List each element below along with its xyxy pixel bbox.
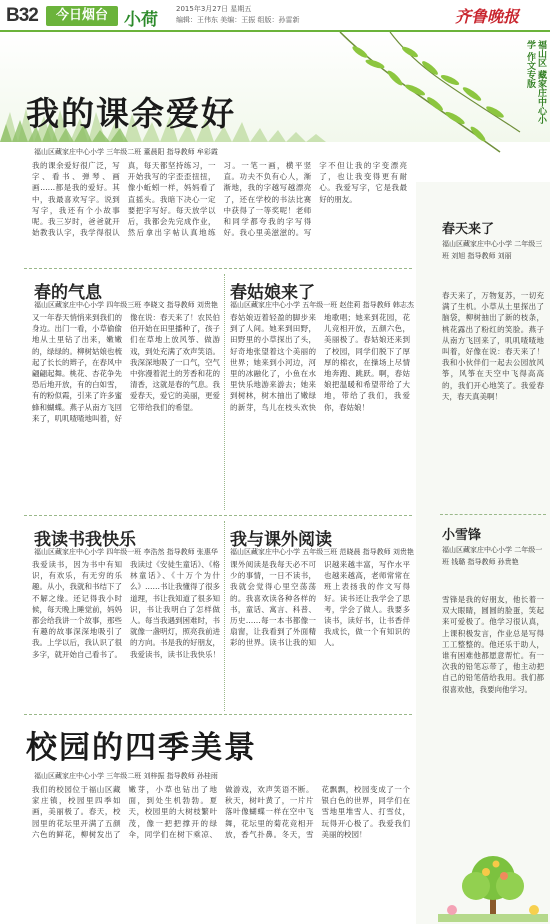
column-name: 小荷 (124, 10, 158, 30)
article-title-spring-came: 春天来了 (442, 222, 495, 237)
article-body-xue-feng: 雪锋是我的好朋友，他长着一双大眼睛，圆圆的脸蛋，笑起来可爱极了。他学习很认真，上课积极发言，作业总是写得工工整整的。他还乐于助人，谁有困难他都愿意帮忙。有一次我的铅笔忘带了，他主动把自己的铅笔借给我用。我们都很喜欢他，我要向他学习。 (442, 595, 544, 694)
article-body-hobby: 我的课余爱好很广泛，写字、看书、弹琴、画画……都是我的爱好。其中，我最喜欢写字。说到写字，我还有个小故事呢。我三岁时，爸爸就开始教我认字，我学得很认真，每天都坚持练习，一开始我写的字歪歪扭扭，像小蚯蚓一样，妈妈看了直摇头。我暗下决心一定要把字写好。每天放学以后，我都会先完成作业，然后拿出字帖认真地练习。一笔一画，横平竖直。功夫不负有心人，渐渐地，我的字越写越漂亮了，还在学校的书法比赛中获得了一等奖呢！老师和同学都夸我的字写得好。我心里美滋滋的。写字不但让我的字变漂亮了，也让我变得更有耐心。我爱写字，它是我最好的朋友。 (32, 161, 407, 238)
article-title-spring-girl: 春姑娘来了 (230, 283, 315, 303)
divider (24, 515, 412, 516)
page-number: B32 (6, 5, 38, 26)
divider (440, 514, 546, 515)
article-byline-xue-feng: 福山区藏家庄中心小学 二年级一班 钱璐 指导教师 孙贵艳 (442, 546, 543, 566)
issue-date: 2015年3月27日 星期五 (176, 5, 252, 13)
article-byline-hobby: 福山区藏家庄中心小学 三年级二班 董晨阳 指导教师 牟彩霞 (34, 148, 218, 156)
divider (24, 714, 412, 715)
article-title-extra-reading: 我与课外阅读 (230, 530, 332, 550)
article-body-extra-reading: 课外阅读是我每天必不可少的事情，一日不读书，我就会觉得心里空荡荡的。我喜欢读各种各样的书，童话、寓言、科普、历史……每一本书都像一扇窗，让我看到了外面精彩的世界。读书让我的知识越来越丰富，写作水平也越来越高，老师常常在班上表扬我的作文写得好。读书还让我学会了思考，学会了做人。我要多读书，读好书，让书香伴我成长，做一个有知识的人。 (230, 560, 410, 648)
article-body-spring-girl: 春姑娘迈着轻盈的脚步来到了人间。她来到田野，田野里的小草探出了头，好奇地张望着这个美丽的世界；她来到小河边，河里的冰融化了，小鱼在水里快乐地游来游去；她来到树林，树木抽出了嫩绿的新芽，鸟儿在枝头欢快地歌唱；她来到花园，花儿竞相开放，五颜六色，美丽极了。春姑娘还来到了校园，同学们脱下了厚厚的棉衣，在操场上尽情地奔跑、跳跃。啊，春姑娘把温暖和希望带给了大地，带给了我们，我爱你，春姑娘！ (230, 313, 410, 412)
article-title-campus-seasons: 校园的四季美景 (26, 730, 257, 766)
article-byline-campus-seasons: 福山区藏家庄中心小学 三年级二班 刘梓振 指导教师 孙桂雨 (34, 772, 218, 780)
tree-illustration-icon (438, 842, 548, 922)
divider (224, 521, 225, 711)
article-title-xue-feng: 小雪锋 (442, 528, 482, 543)
article-title-spring-breath: 春的气息 (34, 283, 102, 303)
article-byline-reading-joy: 福山区藏家庄中心小学 四年级一班 李浩然 指导教师 张惠华 (34, 548, 218, 556)
article-body-spring-breath: 又一年春天悄悄来到我们的身边。出门一看，小草偷偷地从土里钻了出来，嫩嫩的，绿绿的。柳树姑娘也梳起了长长的辫子，在春风中翩翩起舞。桃花、杏花争先恐后地开放，有的白如雪，有的粉似霞，引来了许多蜜蜂和蝴蝶。燕子从南方飞回来了，叽叽喳喳地叫着，好像在说：春天来了！农民伯伯开始在田里播种了，孩子们在草地上放风筝、做游戏，到处充满了欢声笑语。我深深地吸了一口气，空气中弥漫着泥土的芳香和花的清香，这就是春的气息。我爱春天，爱它的美丽，更爱它带给我们的希望。 (32, 313, 220, 423)
brand-logo: 齐鲁晚报 (455, 7, 520, 26)
article-body-spring-came: 春天来了，万物复苏，一切充满了生机。小草从土里探出了脑袋，柳树抽出了新的枝条，桃花露出了粉红的笑脸。燕子从南方飞回来了，叽叽喳喳地叫着，好像在说：春天来了！我和小伙伴们一起去公园放风筝，风筝在天空中飞得高高的，我们开心地笑了。我爱春天，春天真美啊！ (442, 291, 544, 401)
article-byline-extra-reading: 福山区藏家庄中心小学 五年级三班 范晓晨 指导教师 刘贵艳 (230, 548, 414, 556)
article-byline-spring-girl: 福山区藏家庄中心小学 五年级一班 赵佳莉 指导教师 韩志杰 (230, 301, 414, 309)
article-byline-spring-came: 福山区藏家庄中心小学 二年级三班 刘旭 指导教师 刘丽 (442, 240, 543, 260)
page-header (0, 0, 550, 30)
divider (224, 274, 225, 510)
school-stamp: 福山区 藏家庄中心小学 作文专版 (525, 40, 546, 125)
divider (24, 268, 412, 269)
article-body-reading-joy: 我爱读书，因为书中有知识，有欢乐，有无穷的乐趣。从小，我就和书结下了不解之缘。还记得我小时候，每天晚上睡觉前，妈妈都会给我讲一个故事，那些有趣的故事深深地吸引了我。上学以后，我认识了很多字，就开始自己看书了。我读过《安徒生童话》、《格林童话》、《十万个为什么》……书让我懂得了很多道理，书让我知道了很多知识，书让我明白了怎样做人。每当我遇到困难时，书就像一盏明灯，照亮我前进的方向。书是我的好朋友，我爱读书，读书让我快乐！ (32, 560, 220, 659)
article-title-hobby: 我的课余爱好 (26, 94, 236, 133)
article-byline-spring-breath: 福山区藏家庄中心小学 四年级三班 李晓文 指导教师 刘贵艳 (34, 301, 218, 309)
article-body-campus-seasons: 我们的校园位于福山区藏家庄镇，校园里四季如画，美丽极了。春天，校园里的花坛里开满了五颜六色的鲜花，柳树发出了嫩芽，小草也钻出了地面，到处生机勃勃。夏天，校园里的大树枝繁叶茂，像一把把撑开的绿伞，同学们在树下乘凉、做游戏，欢声笑语不断。秋天，树叶黄了，一片片落叶像蝴蝶一样在空中飞舞，花坛里的菊花竞相开放，香气扑鼻。冬天，雪花飘飘，校园变成了一个银白色的世界，同学们在雪地里堆雪人、打雪仗，玩得开心极了。我爱我们美丽的校园！ (32, 785, 410, 839)
editor-credits: 编辑：王伟东 美编：王振 组版：孙雷新 (176, 16, 300, 24)
section-badge: 今日烟台 (46, 6, 118, 26)
article-title-reading-joy: 我读书我快乐 (34, 530, 136, 550)
